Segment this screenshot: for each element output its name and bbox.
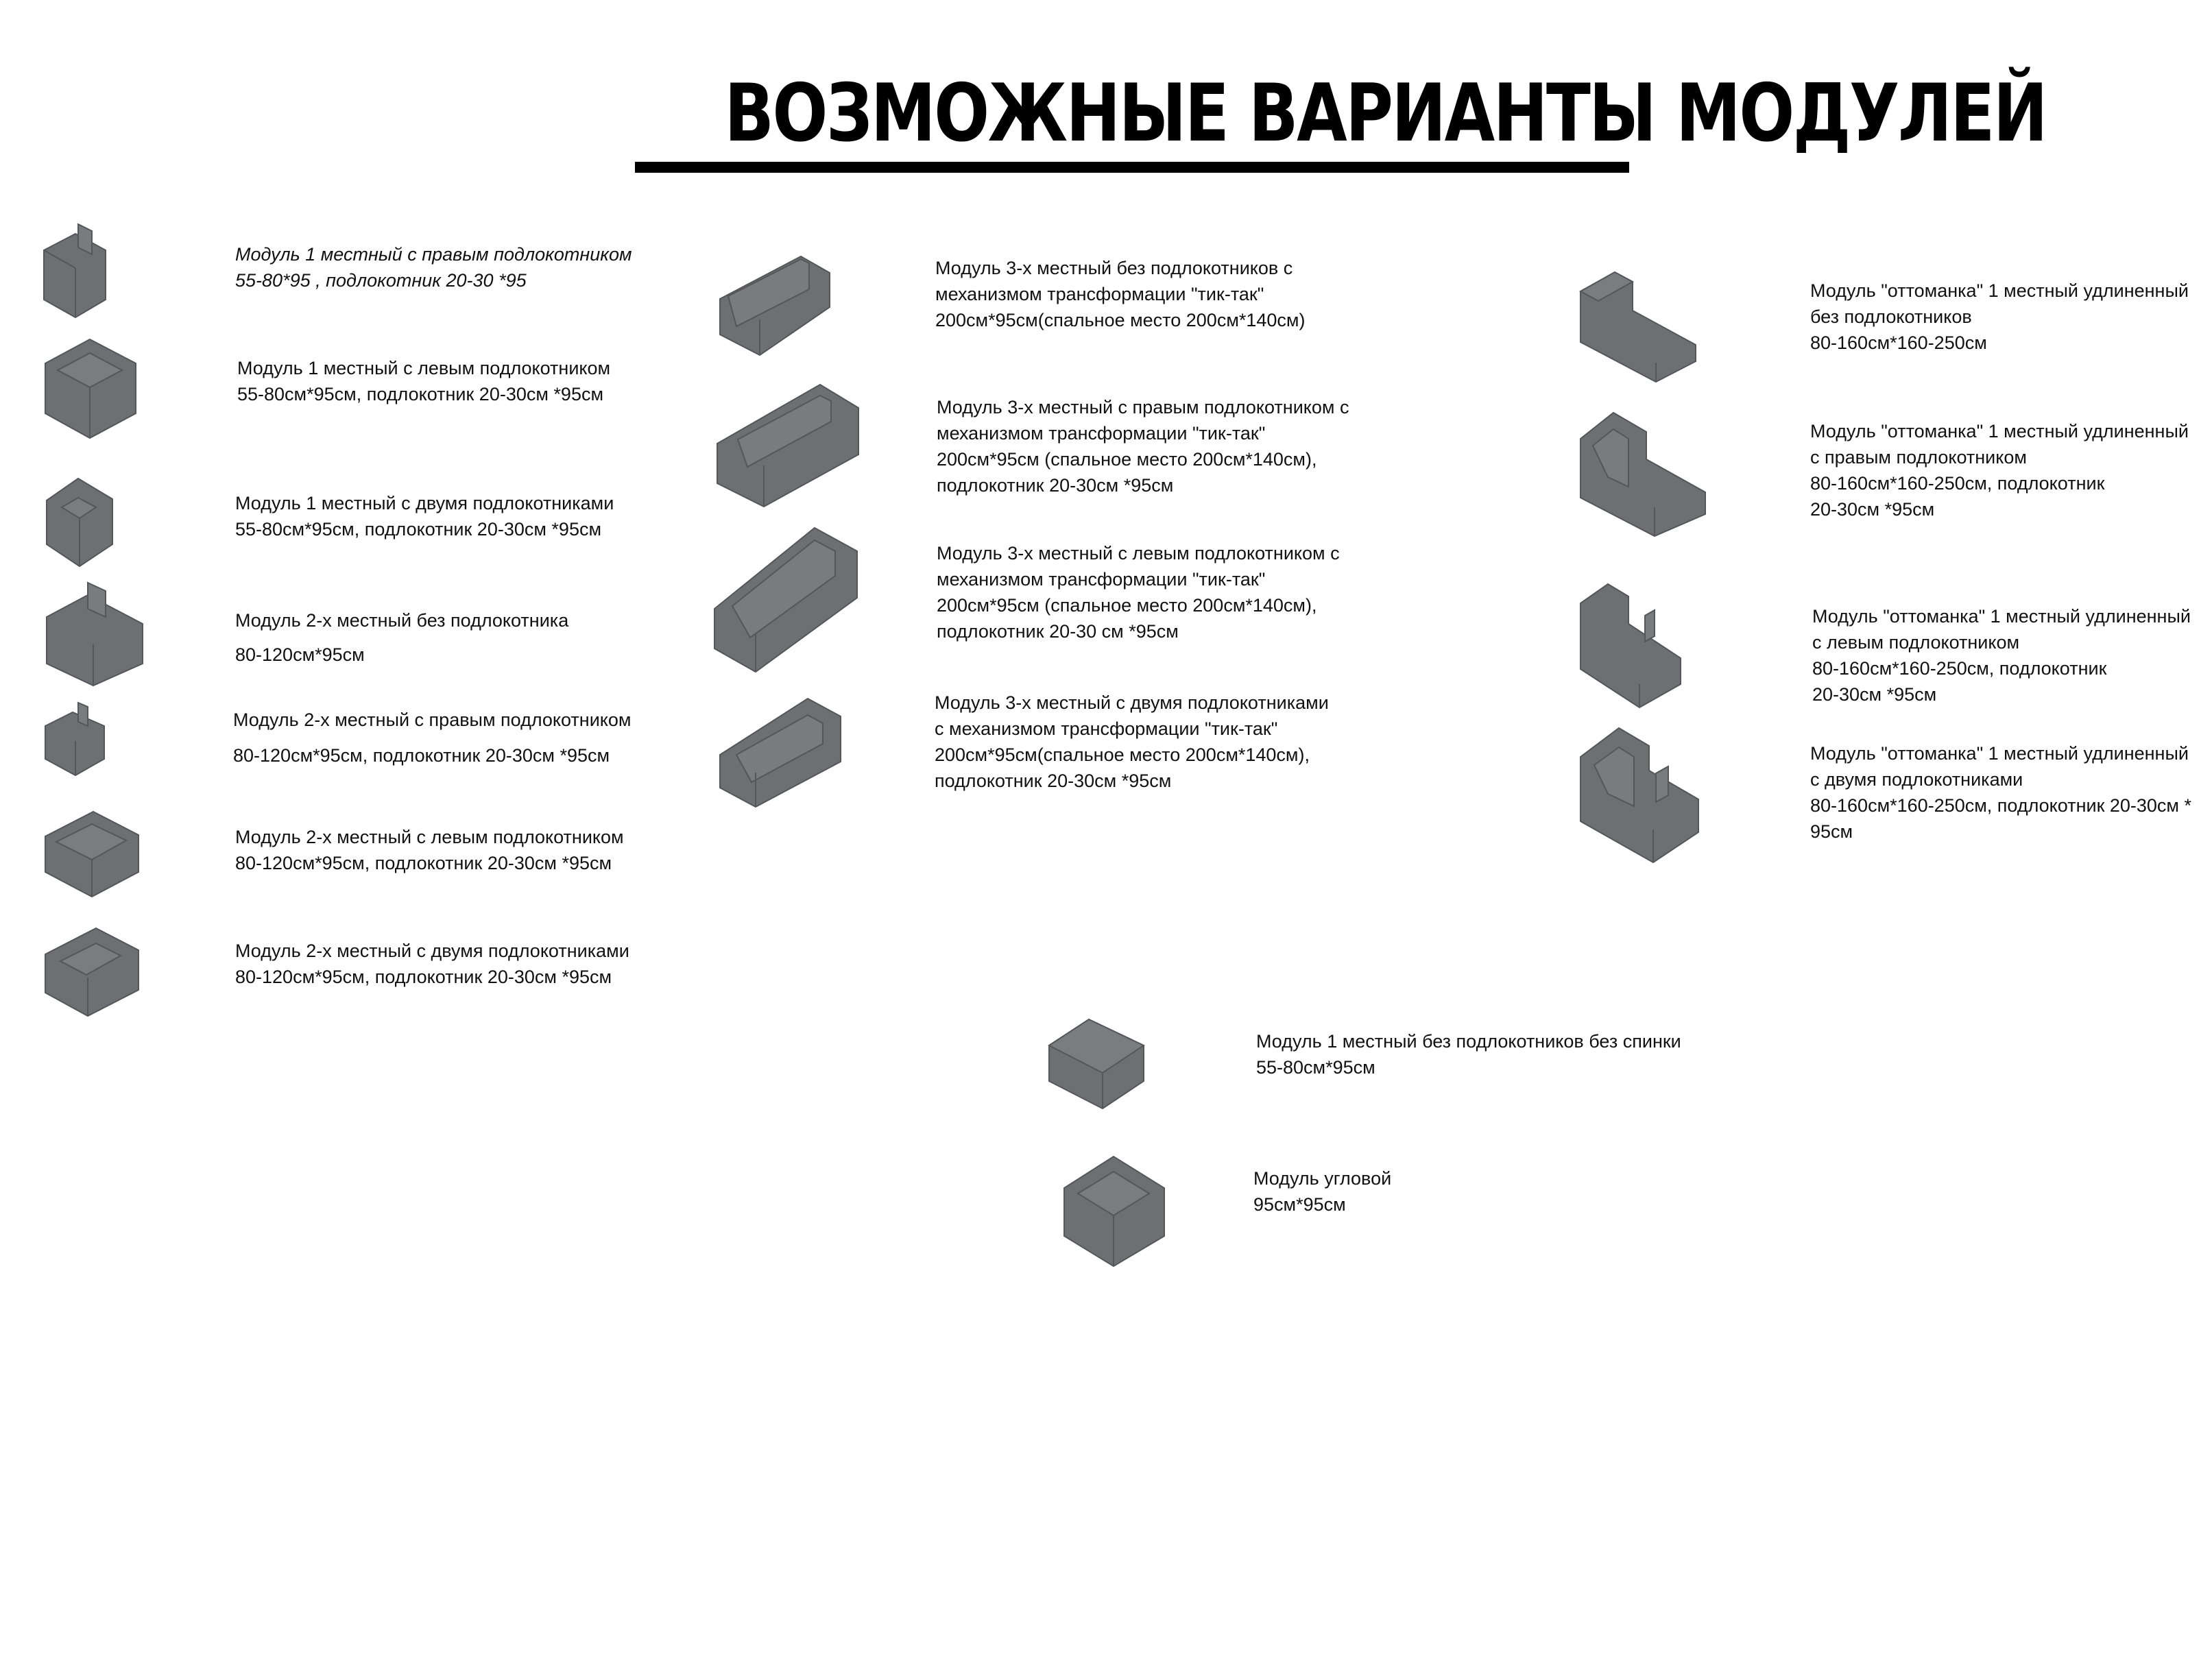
module-ottoman-left-arm-label: Модуль "оттоманка" 1 местный удлиненный с левым подлокотником 80-160см*160-250см, подлокотник 20-30см *95см (1812, 606, 2191, 705)
title-underline (635, 162, 1629, 173)
module-1-seat-two-arms-icon (47, 473, 114, 568)
module-3-seat-two-arms-icon (720, 696, 843, 809)
module-2-seat-no-arms-label: Модуль 2-х местный без подлокотника 80-120см*95см (235, 610, 569, 665)
module-ottoman-no-arms-label: Модуль "оттоманка" 1 местный удлиненный без подлокотников 80-160см*160-250см (1810, 280, 2189, 353)
page-title: ВОЗМОЖНЫЕ ВАРИАНТЫ МОДУЛЕЙ (724, 67, 2047, 160)
module-ottoman-left-arm-icon (1580, 583, 1683, 710)
module-ottoman-no-arms-icon (1580, 271, 1697, 384)
module-2-seat-right-arm-label: Модуль 2-х местный с правым подлокотником 80-120см*95см, подлокотник 20-30см *95см (233, 710, 632, 766)
module-ottoman-two-arms-icon (1580, 727, 1700, 864)
module-corner-icon (1064, 1155, 1166, 1268)
module-3-seat-no-arms-label: Модуль 3-х местный без подлокотников с механизмом трансформации "тик-так" 200см*95см(спальное место 200см*140см) (935, 258, 1306, 330)
module-ottoman-two-arms-label: Модуль "оттоманка" 1 местный удлиненный с двумя подлокотниками 80-160см*160-250см, подлокотник 20-30см * 95см (1810, 743, 2192, 842)
module-ottoman-right-arm-label: Модуль "оттоманка" 1 местный удлиненный с правым подлокотником 80-160см*160-250см, подлокотник 20-30см *95см (1810, 421, 2189, 520)
module-2-seat-left-arm-icon (45, 809, 140, 898)
module-1-seat-two-arms-label: Модуль 1 местный с двумя подлокотниками 55-80см*95см, подлокотник 20-30см *95см (235, 493, 614, 540)
module-3-seat-no-arms-icon (720, 254, 833, 356)
module-1-seat-right-arm-icon (43, 223, 108, 319)
module-1-seat-left-arm-icon (45, 339, 138, 439)
module-3-seat-right-arm-icon (717, 380, 860, 507)
module-2-seat-no-arms-icon (47, 583, 144, 687)
module-2-seat-left-arm-label: Модуль 2-х местный с левым подлокотником 80-120см*95см, подлокотник 20-30см *95см (235, 827, 624, 873)
module-pouf-label: Модуль 1 местный без подлокотников без спинки 55-80см*95см (1256, 1031, 1681, 1078)
module-3-seat-right-arm-label: Модуль 3-х местный с правым подлокотником с механизмом трансформации "тик-так" 200см*95см (спальное место 200см*140см), подлокотник 20-30см *95см (937, 397, 1349, 496)
module-ottoman-right-arm-icon (1580, 411, 1707, 538)
module-3-seat-left-arm-label: Модуль 3-х местный с левым подлокотником с механизмом трансформации "тик-так" 200см*95см (спальное место 200см*140см), подлокотник 20-30 см *95см (937, 543, 1340, 642)
module-1-seat-right-arm-label: Модуль 1 местный с правым подлокотником 55-80*95 , подлокотник 20-30 *95 (235, 244, 632, 291)
module-3-seat-left-arm-icon (714, 526, 860, 674)
module-2-seat-right-arm-icon (45, 703, 107, 777)
module-pouf-icon (1049, 1018, 1145, 1111)
module-corner-label: Модуль угловой 95см*95см (1253, 1168, 1392, 1215)
module-1-seat-left-arm-label: Модуль 1 местный с левым подлокотником 55-80см*95см, подлокотник 20-30см *95см (237, 358, 611, 404)
module-2-seat-two-arms-label: Модуль 2-х местный с двумя подлокотниками 80-120см*95см, подлокотник 20-30см *95см (235, 941, 629, 987)
module-3-seat-two-arms-label: Модуль 3-х местный с двумя подлокотниками с механизмом трансформации "тик-так" 200см*95см(спальное место 200см*140см), подлокотник 20-30см *95см (935, 692, 1329, 791)
module-2-seat-two-arms-icon (45, 925, 140, 1018)
